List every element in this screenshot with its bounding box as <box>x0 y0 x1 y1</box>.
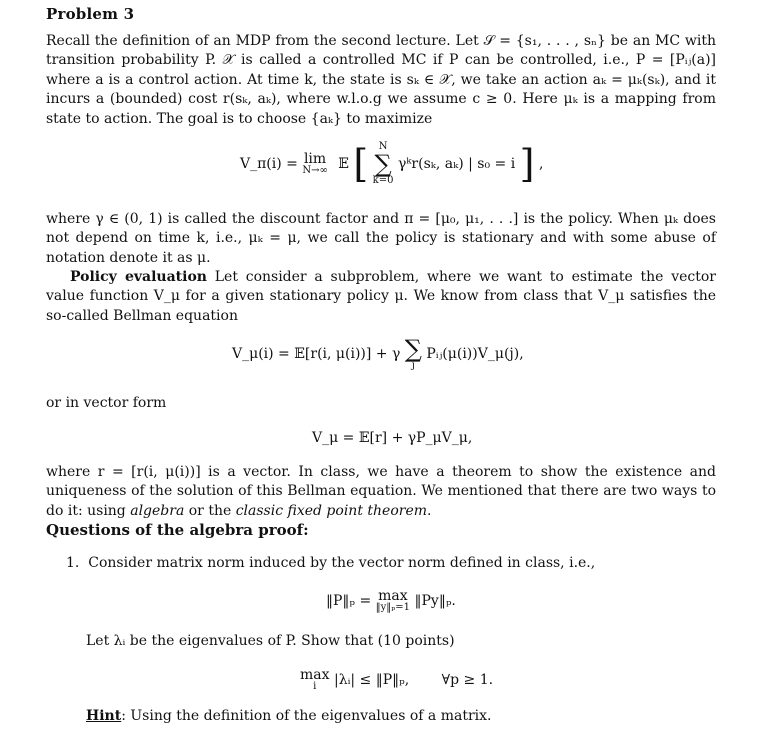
existence-end: . <box>427 502 432 519</box>
bellman-equation <box>232 337 524 371</box>
eq2-rhs: Pᵢⱼ(μ(i))V_μ(j), <box>426 346 524 362</box>
policy-evaluation-text: Let consider a subproblem, where we want to estimate the vector value function V_μ for a given stationary policy μ. We know from class that V_μ satisfies the so-called Bellman equation <box>46 269 716 324</box>
eq1-expectation: 𝔼 <box>338 156 349 172</box>
sigma-icon: ∑ <box>374 150 392 178</box>
existence-text: where r = [r(i, μ(i))] is a vector. In class, we have a theorem to show the existence and uniqueness of the solution of this Bellman equation. We mentioned that there are two ways to do it: using <box>46 464 716 519</box>
eigenvalue-prompt: Let λᵢ be the eigenvalues of P. Show that (10 points) <box>86 633 455 649</box>
eq5-forall: ∀p ≥ 1. <box>441 672 494 688</box>
eq5-max-text: max <box>300 667 330 683</box>
eq1-limit <box>302 152 327 176</box>
eq4-max-sub: ‖y‖ₚ=1 <box>375 602 411 613</box>
questions-heading: Questions of the algebra proof: <box>46 521 309 539</box>
eq1-left-bracket: [ <box>353 142 369 186</box>
question-1-number: 1. <box>66 555 80 571</box>
fixed-point-term: classic fixed point theorem <box>235 502 428 519</box>
matrix-norm-equation <box>326 589 456 613</box>
eq1-lim-sub: N→∞ <box>302 165 328 176</box>
eq1-tail: , <box>538 156 544 172</box>
sigma-icon: ∑ <box>404 335 422 363</box>
eigenvalue-bound-equation <box>300 668 493 692</box>
eq4-max-text: max <box>378 588 408 604</box>
question-1 <box>66 554 706 573</box>
eq2-sum <box>405 337 422 371</box>
policy-evaluation-body <box>46 268 716 326</box>
eq4-lhs: ‖P‖ₚ = <box>326 593 376 609</box>
hint-line <box>86 707 706 726</box>
policy-paragraph <box>46 210 716 268</box>
existence-mid: or the <box>184 502 236 519</box>
policy-evaluation-label: Policy evaluation <box>70 269 207 285</box>
hint-body <box>86 707 706 726</box>
eq1-sum <box>373 142 394 186</box>
existence-paragraph <box>46 463 716 521</box>
question-1-text: Consider matrix norm induced by the vector norm defined in class, i.e., <box>88 555 596 571</box>
eq1-lhs: V_π(i) = <box>240 156 303 172</box>
question-1-line <box>66 554 706 573</box>
existence-body <box>46 463 716 521</box>
eq4-rhs: ‖Py‖ₚ. <box>414 593 456 609</box>
eq1-sum-bot: k=0 <box>372 175 394 186</box>
eq1-sum-top: N <box>378 141 388 152</box>
problem-title: Problem 3 <box>46 5 135 23</box>
policy-evaluation-paragraph <box>46 268 716 326</box>
value-function-equation <box>240 142 543 186</box>
eq2-sum-bot: j <box>411 360 415 371</box>
hint-label: Hint <box>86 708 122 724</box>
intro-text: Recall the definition of an MDP from the second lecture. Let 𝒮 = {s₁, . . . , sₙ} be an MC with transition probability P. 𝒳 is called a controlled MC if P can be controlled, i.e., P = [Pᵢⱼ(a)] where a is a control action. At time k, the state is sₖ ∈ 𝒳, we take an action aₖ = μₖ(sₖ), and it incurs a (bounded) cost r(sₖ, aₖ), where w.l.o.g we assume c ≥ 0. Here μₖ is a mapping from state to action. The goal is to choose {aₖ} to maximize <box>46 33 716 127</box>
eq1-right-bracket: ] <box>519 142 535 186</box>
eq2-lhs: V_μ(i) = 𝔼[r(i, μ(i))] + γ <box>232 346 401 362</box>
hint-text: : Using the definition of the eigenvalues of a matrix. <box>121 708 492 724</box>
vector-bellman-equation: V_μ = 𝔼[r] + γP_μV_μ, <box>312 430 473 446</box>
vector-form-text: or in vector form <box>46 395 167 411</box>
eq5-max <box>300 668 330 692</box>
eq5-max-sub: i <box>313 681 317 692</box>
vector-form-label <box>46 394 716 413</box>
algebra-term: algebra <box>130 502 185 519</box>
eq4-max <box>376 589 410 613</box>
eq5-body: |λᵢ| ≤ ‖P‖ₚ, <box>333 672 410 688</box>
policy-text: where γ ∈ (0, 1) is called the discount factor and π = [μ₀, μ₁, . . .] is the policy. When μₖ does not depend on time k, i.e., μₖ = μ, we call the policy is stationary and with some abuse of notation denote it as μ. <box>46 211 716 266</box>
intro-paragraph <box>46 32 716 129</box>
eq1-lim-text: lim <box>303 151 327 167</box>
eq1-body: γᵏr(sₖ, aₖ) | s₀ = i <box>397 156 516 172</box>
